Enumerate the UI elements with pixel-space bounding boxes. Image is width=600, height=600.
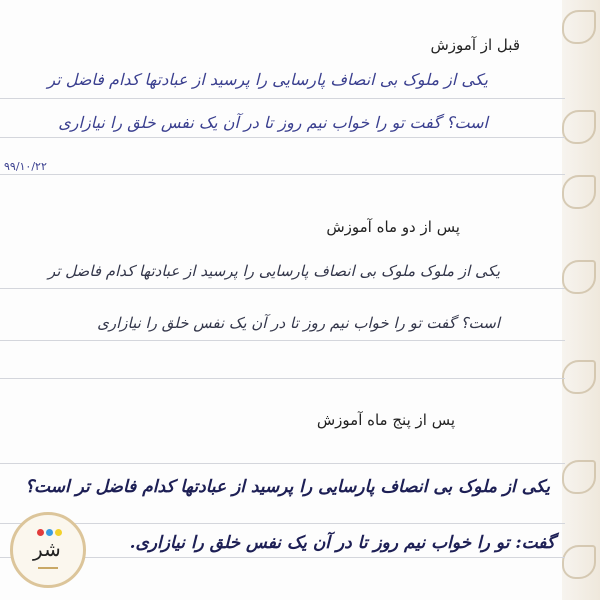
decorative-calligraphy-strip [562,0,600,600]
swirl-ornament-icon [562,360,596,394]
swirl-ornament-icon [562,175,596,209]
ruled-line [0,137,565,138]
handwriting-line: یکی از ملوک ملوک بی انصاف پارسایی را پرسید از عبادتها کدام فاضل تر [47,262,500,280]
swirl-ornament-icon [562,260,596,294]
brand-logo [10,512,86,588]
handwriting-line: است؟ گفت تو را خواب نیم روز تا در آن یک نفس خلق را نیازاری [97,314,500,332]
ruled-line [0,463,565,464]
section-heading-two-months: پس از دو ماه آموزش [326,218,460,236]
logo-glyph: ﺷﺮ [33,537,61,561]
handwriting-line: یکی از ملوک بی انصاف پارسایی را پرسید از عبادتها کدام فاضل تر [47,70,488,89]
swirl-ornament-icon [562,545,596,579]
date-label: ۹۹/۱۰/۲۲ [4,160,47,173]
ruled-line [0,378,565,379]
handwriting-line: یکی از ملوک بی انصاف پارسایی را پرسید از عبادتها کدام فاضل تر است؟ [25,477,550,497]
handwriting-line: گفت: تو را خواب نیم روز تا در آن یک نفس خلق را نیازاری. [129,533,555,553]
ruled-line [0,98,565,99]
swirl-ornament-icon [562,460,596,494]
ruled-line [0,288,565,289]
handwriting-line: است؟ گفت تو را خواب نیم روز تا در آن یک نفس خلق را نیازاری [58,113,488,132]
ruled-line [0,523,565,524]
ruled-line [0,174,565,175]
section-heading-before: قبل از آموزش [430,36,520,54]
swirl-ornament-icon [562,110,596,144]
ruled-line [0,340,565,341]
section-heading-five-months: پس از پنج ماه آموزش [316,411,455,429]
swirl-ornament-icon [562,10,596,44]
